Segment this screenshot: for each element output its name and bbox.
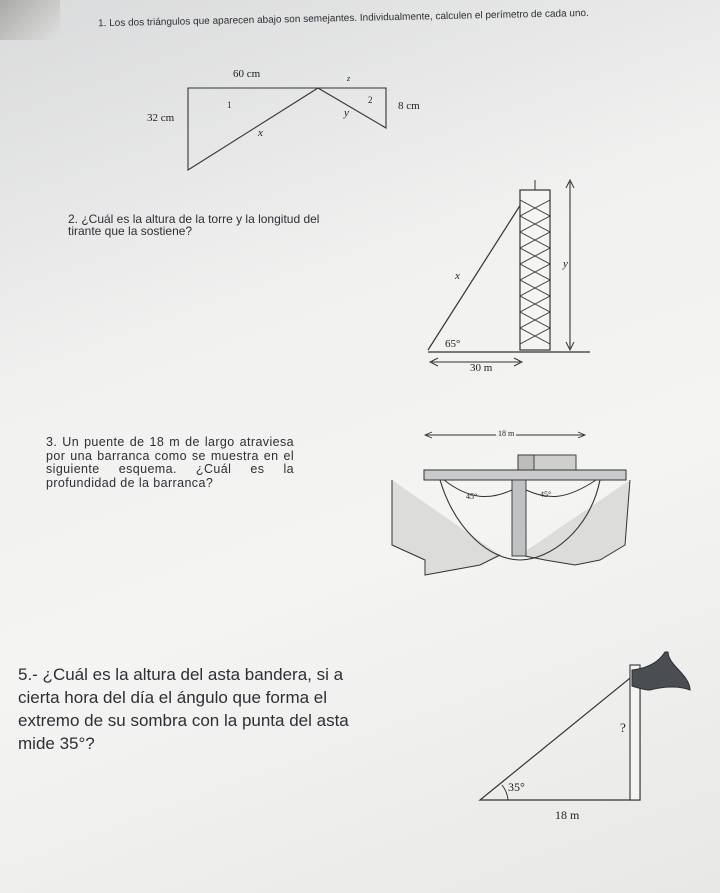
small-triangle (318, 88, 386, 128)
problem-2-text: 2. ¿Cuál es la altura de la torre y la longitud del tirante que la sostiene? (68, 212, 320, 238)
problem-3-figure (392, 432, 630, 575)
label-30m: 30 m (470, 362, 493, 374)
label-y-height: y (563, 258, 568, 270)
problem-1-figure (188, 88, 386, 170)
problem-1-text: 1. Los dos triángulos que aparecen abajo son semejantes. Individualmente, calculen el perímetro de cada uno. (97, 8, 589, 30)
ravine-right-wall (520, 480, 630, 565)
problem-5-text: 5.- ¿Cuál es la altura del asta bandera, si a cierta hora del día el ángulo que forma el extremo de su sombra con la punta del asta mide 35°? (18, 665, 349, 753)
label-35deg: 35° (508, 780, 525, 794)
label-60cm: 60 cm (233, 68, 261, 80)
label-65deg: 65° (445, 338, 461, 350)
label-18m-base: 18 m (555, 808, 580, 822)
bridge-pillar (512, 480, 526, 556)
label-z: z (347, 74, 351, 83)
label-x: x (258, 127, 263, 139)
label-x-wire: x (455, 270, 460, 282)
bridge-deck (424, 470, 626, 480)
problem-3-text: 3. Un puente de 18 m de largo atraviesa por una barranca como se muestra en el siguiente esquema. ¿Cuál es la profundidad de la barranca? (46, 435, 294, 490)
label-32cm: 32 cm (147, 112, 175, 124)
label-one: 1 (227, 100, 232, 110)
problem-5-figure (480, 652, 690, 800)
left-arch (444, 480, 512, 497)
flag (632, 652, 690, 690)
label-8cm: 8 cm (398, 100, 420, 112)
label-unknown-height: ? (620, 720, 626, 735)
label-18m-span: 18 m (498, 429, 515, 438)
label-two: 2 (368, 95, 373, 105)
ravine-left-wall (392, 480, 500, 575)
label-45deg-left: 45° (466, 492, 478, 501)
guy-wire (428, 193, 528, 350)
label-y: y (344, 107, 349, 119)
right-arch (526, 480, 596, 497)
large-triangle (188, 88, 318, 170)
label-45deg-right: 45° (540, 490, 552, 499)
shadow-triangle (480, 670, 640, 800)
